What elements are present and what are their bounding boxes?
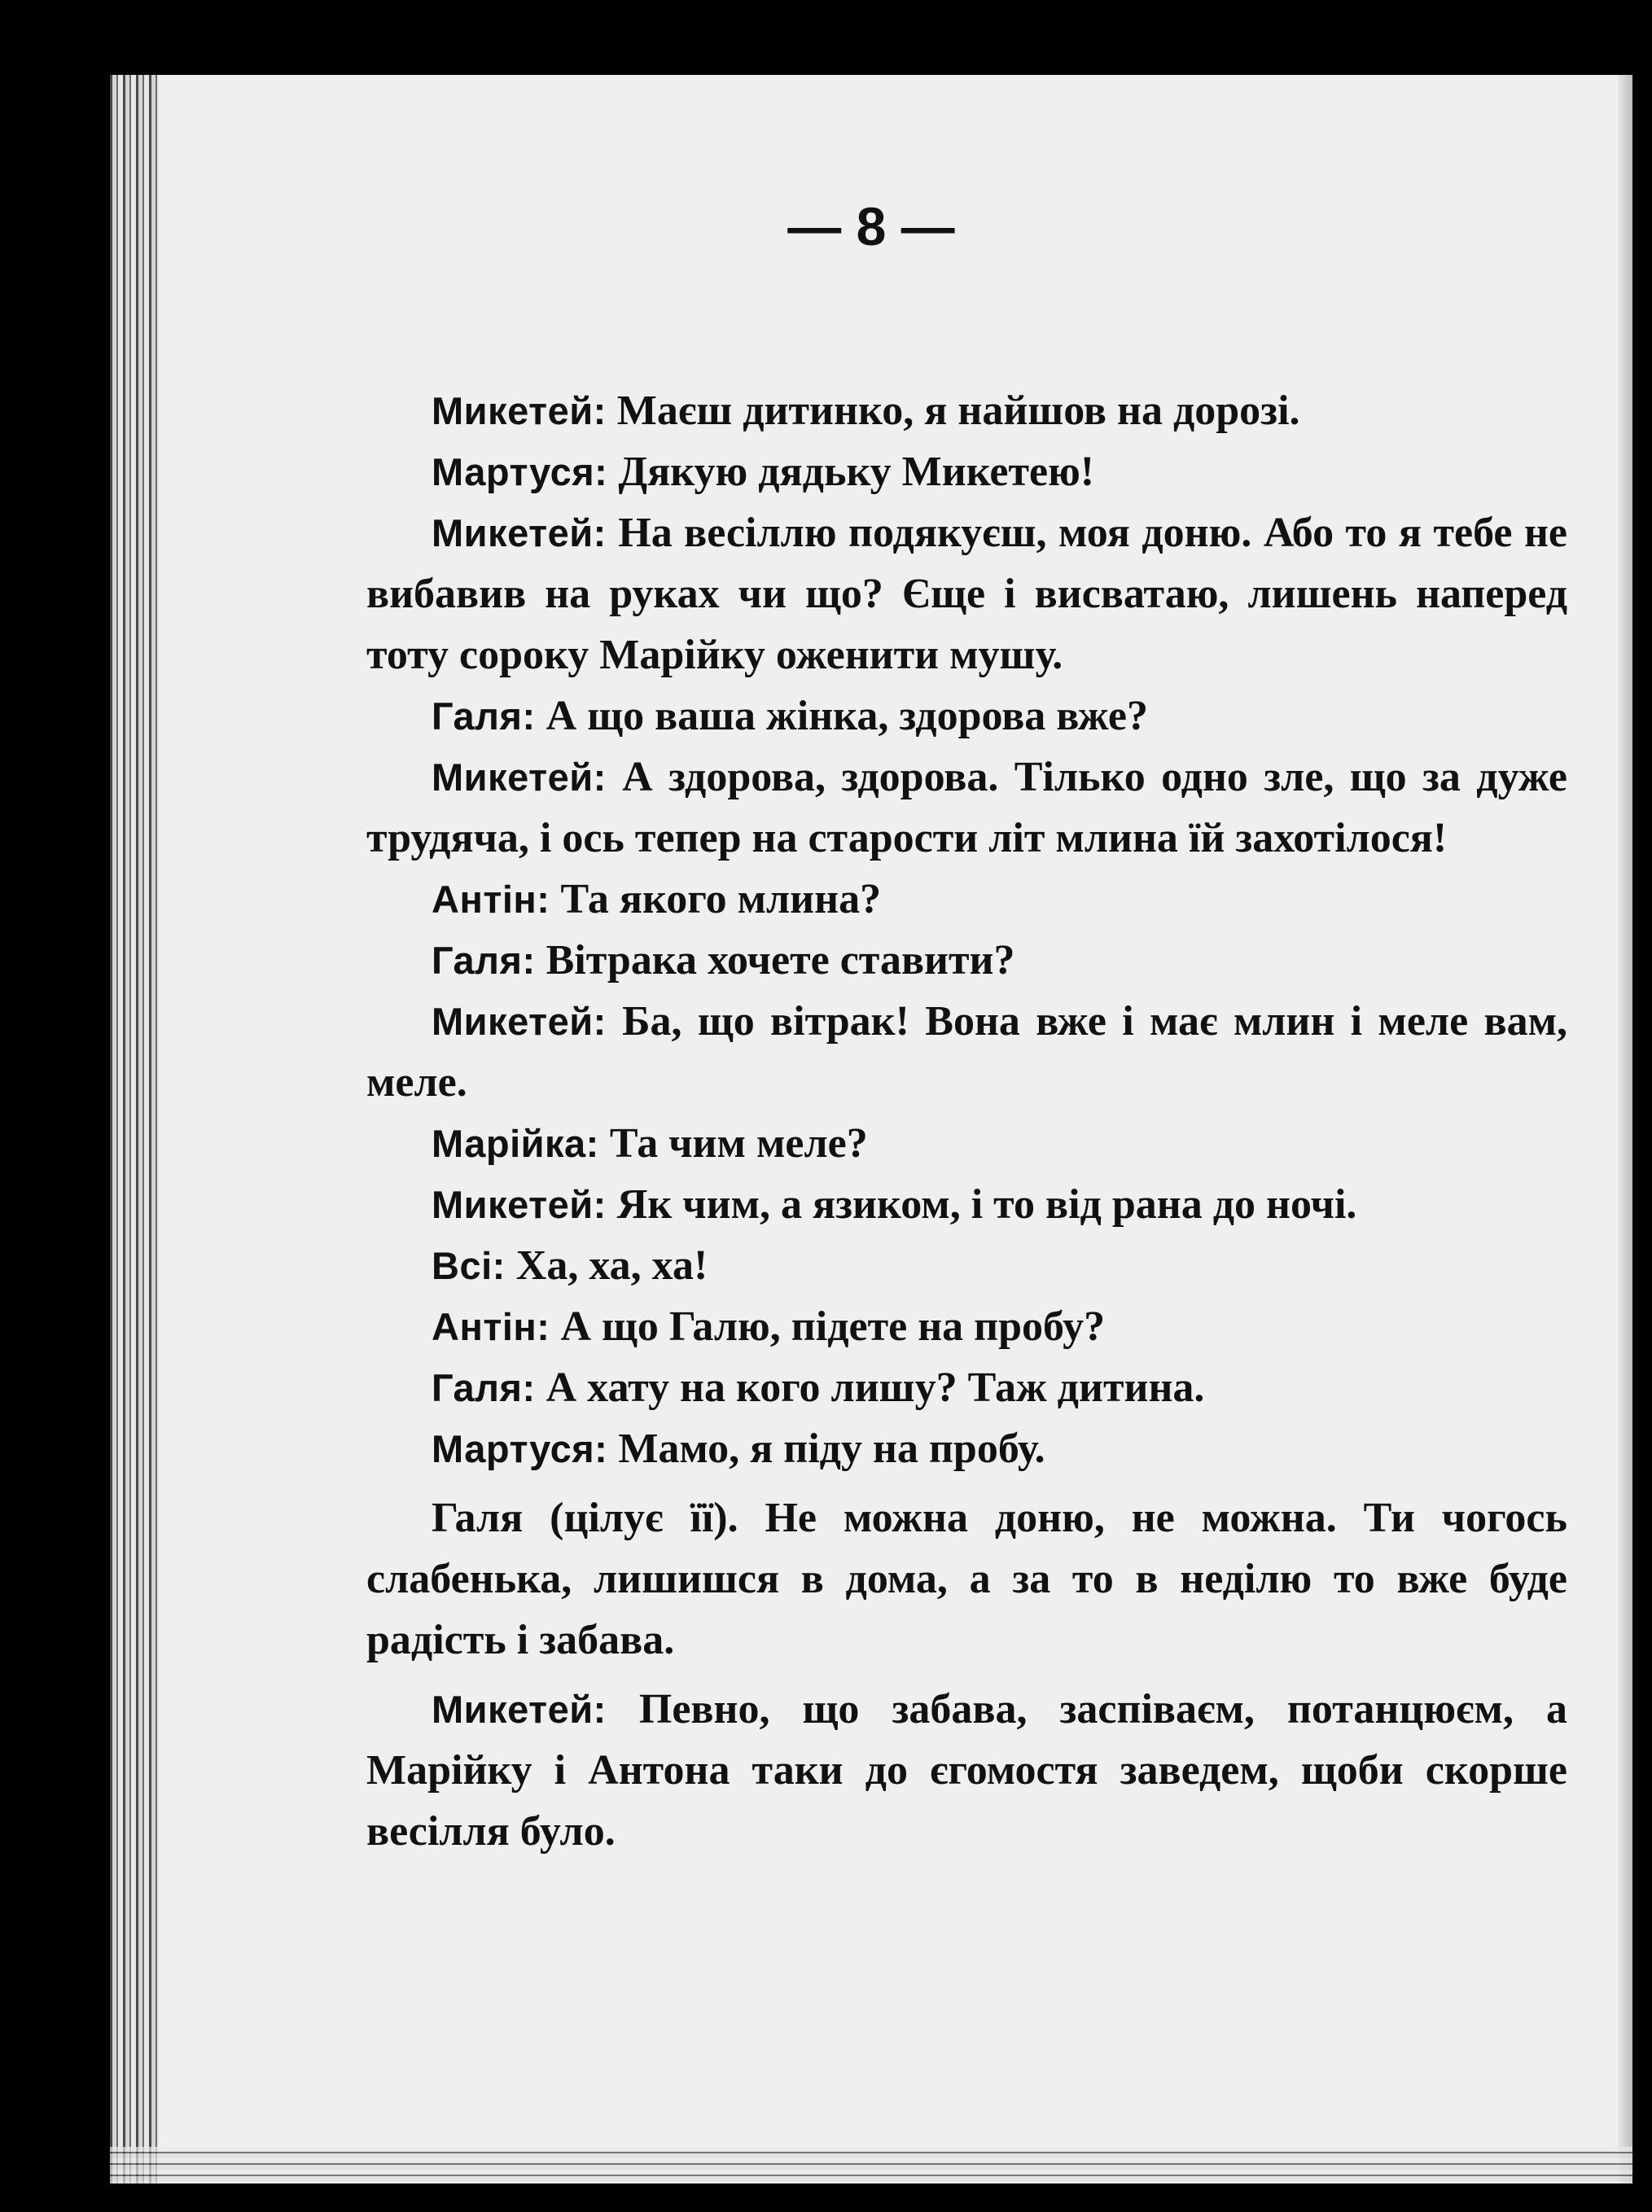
dialogue-line xyxy=(366,686,1567,747)
speech-text: А хату на кого лишу? Таж дитина. xyxy=(546,1364,1205,1411)
speech-text: (цілує її). Не можна доню, не можна. Ти чогось слабенька, лишишся в дома, а за то в неділю то вже буде радість і забава. xyxy=(366,1495,1568,1663)
speech-text: На весіллю подякуєш, моя доню. Або то я тебе не вибавив на руках чи що? Єще і висватаю, лишень наперед тоту сороку Марійку оженити мушу. xyxy=(366,510,1567,678)
dialogue-line xyxy=(366,502,1567,686)
speaker-name: Микетей: xyxy=(432,511,607,554)
speaker-name: Галя xyxy=(432,1495,524,1541)
dialogue-line xyxy=(366,930,1567,991)
speaker-name: Галя: xyxy=(432,694,536,738)
dialogue-line xyxy=(366,380,1567,441)
speech-text: Мамо, я піду на пробу. xyxy=(618,1426,1045,1472)
book-page xyxy=(110,75,1632,2184)
book-spine xyxy=(110,75,159,2184)
speaker-name: Микетей: xyxy=(432,389,607,432)
dialogue-line xyxy=(366,747,1567,869)
speech-text: А що Галю, підете на пробу? xyxy=(560,1303,1106,1350)
dialogue-line xyxy=(366,1235,1567,1296)
dialogue-line xyxy=(366,1174,1567,1235)
speech-text: Дякую дядьку Микетею! xyxy=(618,449,1095,495)
speech-text: Певно, що забава, заспіваєм, потанцюєм, а Марійку і Антона таки до єгомостя заведем, щоби скорше весілля було. xyxy=(366,1686,1568,1855)
speaker-name: Галя: xyxy=(432,1366,536,1409)
dialogue-text xyxy=(366,380,1567,1862)
speaker-name: Галя: xyxy=(432,939,536,982)
speaker-name: Микетей: xyxy=(432,756,607,799)
page-number: — 8 — xyxy=(787,196,955,256)
speech-text: А що ваша жінка, здорова вже? xyxy=(546,693,1148,739)
speaker-name: Антін: xyxy=(432,1305,550,1348)
speech-text: Вітрака хочете ставити? xyxy=(546,937,1015,983)
speaker-name: Микетей: xyxy=(432,1183,607,1226)
speaker-name: Мартуся: xyxy=(432,1427,608,1470)
speaker-name: Микетей: xyxy=(432,1000,607,1043)
page-bottom-edge xyxy=(110,2147,1632,2184)
speech-text: Маєш дитинко, я найшов на дорозі. xyxy=(616,388,1300,434)
speaker-name: Марійка: xyxy=(432,1122,599,1165)
speaker-name: Мартуся: xyxy=(432,450,608,493)
dialogue-line xyxy=(366,1357,1567,1418)
speaker-name: Всі: xyxy=(432,1244,506,1287)
speech-text: А здорова, здорова. Тілько одно зле, що за дуже трудяча, і ось тепер на старости літ млина їй захотілося! xyxy=(366,754,1567,861)
dialogue-line xyxy=(366,1113,1567,1174)
dialogue-line xyxy=(366,1296,1567,1357)
speech-text: Ха, ха, ха! xyxy=(515,1242,708,1289)
dialogue-line xyxy=(366,441,1567,502)
speech-text: Та якого млина? xyxy=(560,876,882,922)
speaker-name: Микетей: xyxy=(432,1688,607,1731)
dialogue-line xyxy=(366,869,1567,930)
page-edge xyxy=(1618,75,1632,2184)
dialogue-line xyxy=(366,1418,1567,1479)
speech-text: Ба, що вітрак! Вона вже і має млин і меле вам, меле. xyxy=(366,998,1568,1106)
speaker-name: Антін: xyxy=(432,878,550,921)
speech-text: Та чим меле? xyxy=(609,1120,868,1167)
dialogue-line xyxy=(366,1679,1567,1862)
dialogue-line xyxy=(366,1487,1567,1671)
dialogue-line xyxy=(366,991,1567,1113)
speech-text: Як чим, а язиком, і то від рана до ночі. xyxy=(616,1181,1357,1228)
